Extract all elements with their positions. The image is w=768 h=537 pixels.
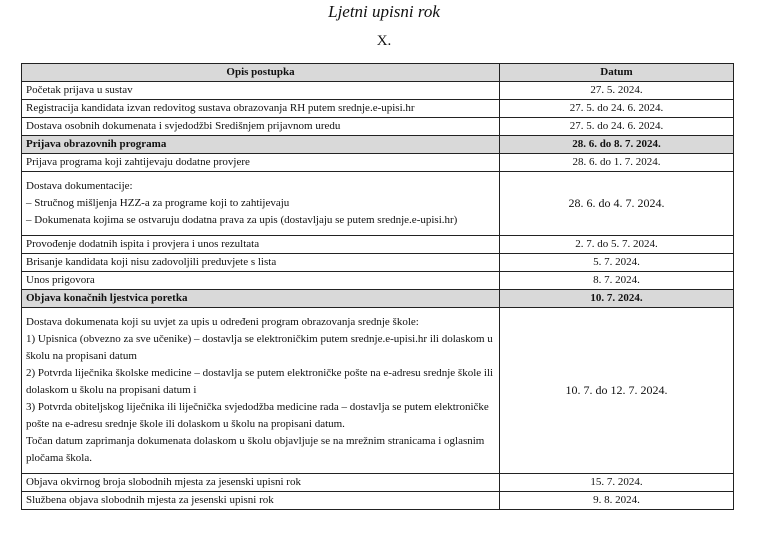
row-line: – Dokumenata kojima se ostvaruju dodatna prava za upis (dostavljaju se putem srednje.e-upisi.hr) — [26, 214, 458, 226]
table-row — [22, 82, 734, 100]
row-description: Prijava programa koji zahtijevaju dodatne provjere — [22, 154, 500, 172]
table-row — [22, 308, 734, 474]
row-line: 3) Potvrda obiteljskog liječnika ili liječnička svjedodžba medicine rada – dostavlja se putem elektroničke — [26, 401, 489, 413]
row-date: 8. 7. 2024. — [500, 272, 734, 290]
header-date: Datum — [500, 64, 734, 82]
row-description: Službena objava slobodnih mjesta za jesenski upisni rok — [22, 492, 500, 510]
row-description: Dostava osobnih dokumenata i svjedodžbi Središnjem prijavnom uredu — [22, 118, 500, 136]
row-description: Registracija kandidata izvan redovitog sustava obrazovanja RH putem srednje.e-upisi.hr — [22, 100, 500, 118]
row-line: 1) Upisnica (obvezno za sve učenike) – dostavlja se elektroničkim putem srednje.e-upisi.hr ili dolaskom u — [26, 333, 493, 345]
row-description: Prijava obrazovnih programa — [22, 136, 500, 154]
row-line: dolaskom u školu na propisani datum i — [26, 384, 197, 396]
table-row — [22, 474, 734, 492]
row-date: 15. 7. 2024. — [500, 474, 734, 492]
row-line: – Stručnog mišljenja HZZ-a za programe koji to zahtijevaju — [26, 197, 290, 209]
table-row — [22, 254, 734, 272]
table-row — [22, 118, 734, 136]
row-date: 28. 6. do 4. 7. 2024. — [500, 172, 734, 236]
schedule-table — [21, 63, 734, 510]
row-date: 27. 5. do 24. 6. 2024. — [500, 118, 734, 136]
row-date: 10. 7. do 12. 7. 2024. — [500, 308, 734, 474]
row-description: Objava konačnih ljestvica poretka — [22, 290, 500, 308]
row-description: Unos prigovora — [22, 272, 500, 290]
table-row — [22, 154, 734, 172]
row-description — [22, 308, 500, 474]
table-row — [22, 100, 734, 118]
row-date: 27. 5. do 24. 6. 2024. — [500, 100, 734, 118]
row-line: Dostava dokumentacije: — [26, 180, 133, 192]
row-description: Objava okvirnog broja slobodnih mjesta za jesenski upisni rok — [22, 474, 500, 492]
row-line: školu na propisani datum — [26, 350, 137, 362]
table-row-highlighted — [22, 136, 734, 154]
table-row — [22, 236, 734, 254]
page-title: Ljetni upisni rok — [328, 2, 440, 21]
row-description: Brisanje kandidata koji nisu zadovoljili preduvjete s lista — [22, 254, 500, 272]
row-date: 9. 8. 2024. — [500, 492, 734, 510]
row-date: 2. 7. do 5. 7. 2024. — [500, 236, 734, 254]
row-date: 27. 5. 2024. — [500, 82, 734, 100]
table-row — [22, 172, 734, 236]
row-date: 28. 6. do 8. 7. 2024. — [500, 136, 734, 154]
row-description — [22, 172, 500, 236]
row-description: Početak prijava u sustav — [22, 82, 500, 100]
row-line: Točan datum zaprimanja dokumenata dolaskom u školu objavljuje se na mrežnim stranicama i oglasnim — [26, 435, 485, 447]
row-date: 10. 7. 2024. — [500, 290, 734, 308]
row-line: 2) Potvrda liječnika školske medicine – dostavlja se putem elektroničke pošte na e-adresu srednje škole ili — [26, 367, 494, 379]
row-line: pošte na e-adresu srednje škole ili dolaskom u školu na propisani datum. — [26, 418, 345, 430]
section-number: X. — [376, 33, 392, 49]
header-description: Opis postupka — [22, 64, 500, 82]
table-row — [22, 492, 734, 510]
row-date: 28. 6. do 1. 7. 2024. — [500, 154, 734, 172]
table-row — [22, 272, 734, 290]
row-line: pločama škola. — [26, 452, 92, 464]
table-row-highlighted — [22, 290, 734, 308]
table-header-row — [22, 64, 734, 82]
row-description: Provođenje dodatnih ispita i provjera i unos rezultata — [22, 236, 500, 254]
row-line: Dostava dokumenata koji su uvjet za upis u određeni program obrazovanja srednje škole: — [26, 316, 419, 328]
row-date: 5. 7. 2024. — [500, 254, 734, 272]
